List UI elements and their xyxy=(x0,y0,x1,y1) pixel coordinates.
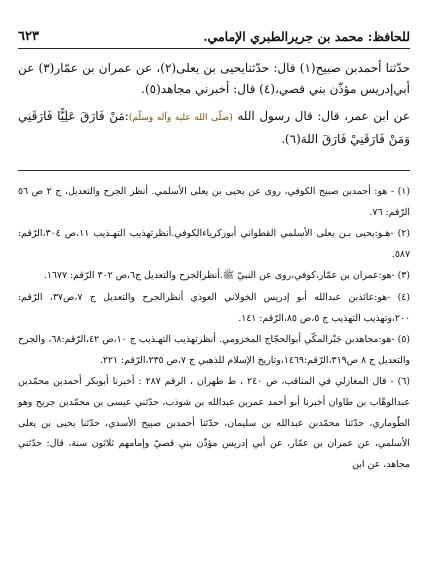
hadith-text-paragraph xyxy=(18,106,410,150)
footnotes xyxy=(18,182,410,476)
hadith-quote: :مَنْ فَارَقَ عَلِيًّا فَارَقَنِي وَمَنْ فَارَقَنِيْ فَارَقَ اللهَ(٦). xyxy=(18,109,410,146)
footnote: (٣) -هو:عمران بن عمّار،كوفي،روى عن النبيّ ﷺ.أنظرالجرح والتعديل ج٦،ص ٣٠٢ الرّقم: ١٦٧٧. xyxy=(43,270,410,282)
footnote: (١) - هو: أحمدبن صبيح الكوفي، روى عن يحيى بن يعلى الأسلمي. أنظر الجرح والتعديل، ج ٢ ص ٥٦ الرّقم: ٧٦. xyxy=(18,186,410,218)
main-text xyxy=(18,58,410,150)
footnote: (٤) -هو:عائذبن عبدالله أبو إدريس الخولاني العوذي أنظرالجرح والتعديل ج ٧،ص٣٧، الرّقم: ٢٠٠،وتهذيب التهذيب ج ٥،ص ٨٥،الرّقم: ١٤١. xyxy=(18,291,410,324)
running-header xyxy=(18,26,410,46)
footnote: (٢) -هـو:يحيى بـن يعلى الأسلمي القطواني أبوزكرياءالكوفي.أنظرتهذيب التهـذيب ١١،ص ٣٠٤،الرّقم: ٥٨٧. xyxy=(18,228,410,260)
hadith-chain-paragraph: حدّثنا أحمدبن صبيح(١) قال: حدّثنايحيى بن يعلى(٢)، عن عمران بن عمّار(٣) عن أبي‌إدريس مؤذّن بني قصي،(٤) قال: أخبرني مجاهد(٥). xyxy=(18,61,411,96)
footnote: (٥) -هو:مجاهدبن جَبْرالمكّي أبوالحجّاج المخزومي. أنظرتهذيب التهـذيب ج ١٠،ص ٤٢،الرّقم:٦٨، والجرح والتعديل ج ٨ ص٣١٩،الرّقم:١٤٦٩،وتاريخ الإسلام للذهبي ج ٧،ص ٢٣٥،الرّقم: ٢٢١. xyxy=(18,334,410,366)
page-number: ٦٢٣ xyxy=(18,28,39,44)
honorific-mark: (صلّى الله عليه وآله وسلّم) xyxy=(128,113,233,123)
footnote: (٦) - قال المغازلي في المناقب، ص ٢٤٠ ، ط طهران ، الرقم ٢٨٧ : أخبرنا أبوبكر أحمدبن محمّدبن عبدالوهّاب بن طاوان أخبرنا أبو أحمد عمربن عبدالله بن شوذب، حدّثني عيسى بن محمّدبن جريح وهو الطّوماري، حدّثنا محمّدبن عبدالله بن سليمان، حدّثنا أحمدبن صبيح الأسدي، حدّثنا يحيى بن يعلى الأسلمي، عن عمران بن عمّار، عن أبي إدريس مؤذّن بني قصيّ وإمامهم ثلاثون سنة، قال: حدّثني مجاهد، عن ابن xyxy=(18,376,411,470)
footnote-divider xyxy=(18,170,410,171)
hadith-lead: عن ابن عمر، قال: قال رسول الله xyxy=(237,109,410,123)
header-rule xyxy=(18,48,410,49)
running-title: للحافظ: محمد بن جريرالطبري الإمامي. xyxy=(203,28,410,44)
